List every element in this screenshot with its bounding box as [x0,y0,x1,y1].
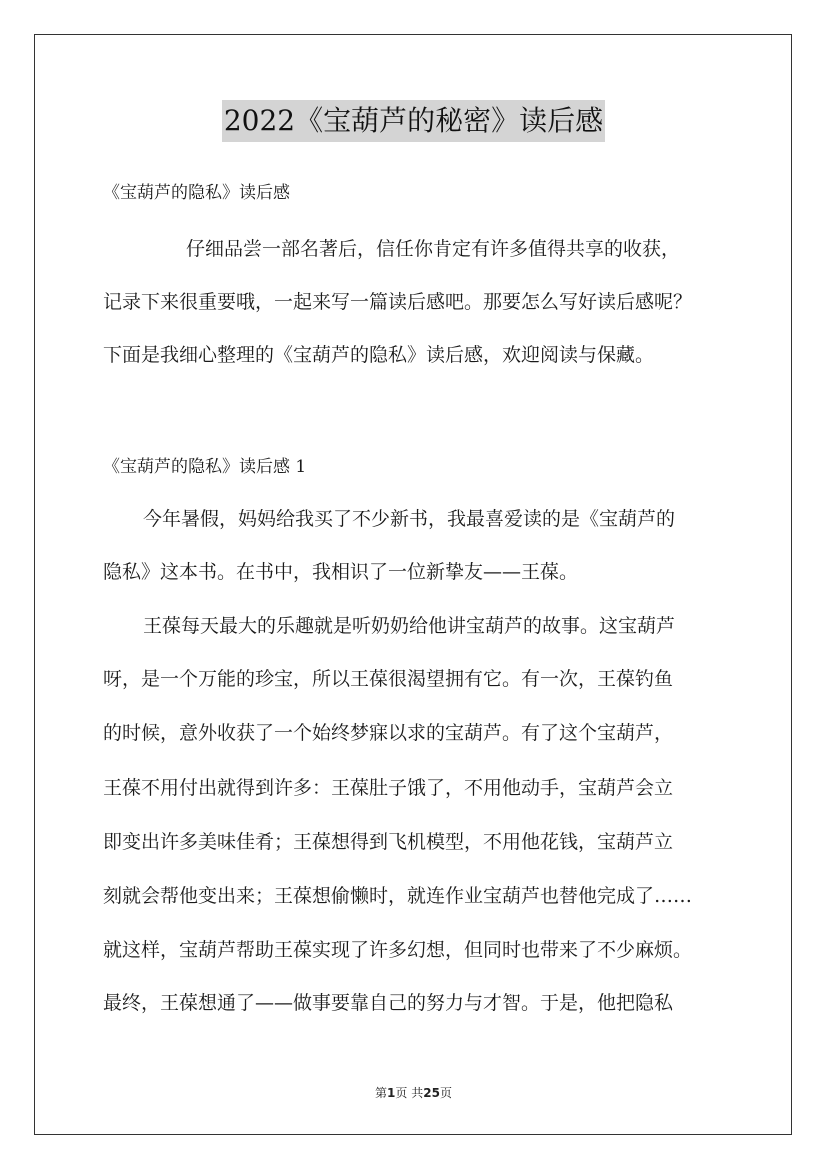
footer-total-pages: 25 [423,1086,440,1100]
footer-page-suffix: 页 [439,1086,452,1100]
body-line-1: 今年暑假，妈妈给我买了不少新书，我最喜爱读的是《宝葫芦的 [143,508,676,530]
document-title: 2022《宝葫芦的秘密》读后感 [222,100,605,142]
page-footer [0,1085,827,1101]
body-line-2: 隐私》这本书。在书中，我相识了一位新挚友——王葆。 [103,561,579,583]
body-line-7: 即变出许多美味佳肴；王葆想得到飞机模型，不用他花钱，宝葫芦立 [103,831,674,853]
footer-page-number: 1 [387,1086,396,1100]
section-heading: 《宝葫芦的隐私》读后感 1 [103,457,307,477]
body-line-5: 的时候，意外收获了一个始终梦寐以求的宝葫芦。有了这个宝葫芦， [103,722,674,744]
body-line-4: 呀，是一个万能的珍宝，所以王葆很渴望拥有它。有一次，王葆钓鱼 [103,668,674,690]
body-line-6: 王葆不用付出就得到许多：王葆肚子饿了，不用他动手，宝葫芦会立 [103,777,674,799]
body-line-10: 最终，王葆想通了——做事要靠自己的努力与才智。于是，他把隐私 [103,992,674,1014]
footer-page-mid: 页 共 [395,1086,424,1100]
title-container [0,100,827,142]
body-line-8: 刻就会帮他变出来；王葆想偷懒时，就连作业宝葫芦也替他完成了…… [103,885,693,907]
intro-line-2: 记录下来很重要哦，一起来写一篇读后感吧。那要怎么写好读后感呢？ [103,291,693,313]
body-line-9: 就这样，宝葫芦帮助王葆实现了许多幻想，但同时也带来了不少麻烦。 [103,939,693,961]
intro-line-1: 仔细品尝一部名著后，信任你肯定有许多值得共享的收获， [186,238,681,260]
footer-page-prefix: 第 [375,1086,388,1100]
intro-line-3: 下面是我细心整理的《宝葫芦的隐私》读后感，欢迎阅读与保藏。 [103,344,655,366]
document-subtitle: 《宝葫芦的隐私》读后感 [103,183,290,203]
body-line-3: 王葆每天最大的乐趣就是听奶奶给他讲宝葫芦的故事。这宝葫芦 [143,615,676,637]
